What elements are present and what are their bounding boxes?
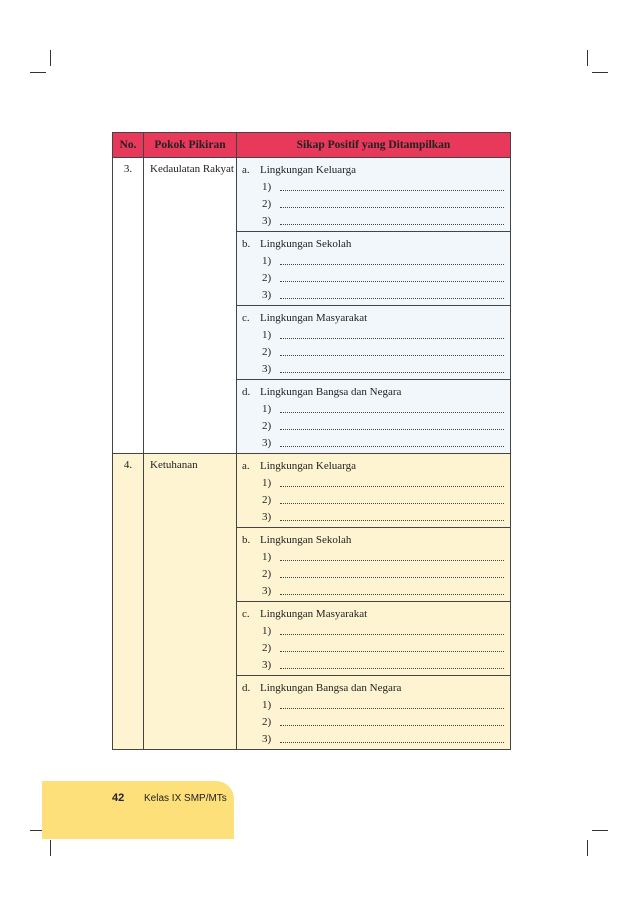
page-number: 42 (112, 792, 125, 804)
worksheet-table (112, 132, 511, 750)
answer-line[interactable] (242, 286, 504, 303)
dotted-answer-line[interactable] (280, 519, 504, 521)
dotted-answer-line[interactable] (280, 707, 504, 709)
answer-number: 2) (262, 567, 272, 580)
dotted-answer-line[interactable] (280, 559, 504, 561)
answer-number: 1) (262, 550, 272, 563)
crop-mark (592, 72, 608, 73)
crop-mark (50, 50, 51, 66)
section-title-text: Lingkungan Bangsa dan Negara (260, 682, 402, 694)
section-title-text: Lingkungan Sekolah (260, 238, 352, 250)
answer-number: 2) (262, 271, 272, 284)
dotted-answer-line[interactable] (280, 280, 504, 282)
answer-line[interactable] (242, 195, 504, 212)
answer-number: 1) (262, 180, 272, 193)
sikap-section-cell (237, 602, 511, 676)
crop-mark (50, 840, 51, 856)
section-title (242, 236, 504, 252)
section-title-text: Lingkungan Masyarakat (260, 608, 368, 620)
answer-line[interactable] (242, 269, 504, 286)
sikap-section-cell (237, 528, 511, 602)
sikap-section-cell (237, 306, 511, 380)
section-letter: b. (242, 534, 251, 546)
section-letter: d. (242, 682, 251, 694)
dotted-answer-line[interactable] (280, 189, 504, 191)
table-header-row (113, 133, 511, 158)
answer-number: 1) (262, 402, 272, 415)
header-no: No. (113, 133, 144, 158)
dotted-answer-line[interactable] (280, 337, 504, 339)
dotted-answer-line[interactable] (280, 650, 504, 652)
crop-mark (30, 72, 46, 73)
answer-number: 3) (262, 288, 272, 301)
dotted-answer-line[interactable] (280, 741, 504, 743)
answer-line[interactable] (242, 212, 504, 229)
answer-number: 1) (262, 254, 272, 267)
section-title-text: Lingkungan Sekolah (260, 534, 352, 546)
pokok-pikiran-cell: Ketuhanan (144, 454, 237, 750)
answer-number: 1) (262, 624, 272, 637)
crop-mark (592, 830, 608, 831)
pokok-pikiran-cell: Kedaulatan Rakyat (144, 158, 237, 454)
answer-number: 2) (262, 197, 272, 210)
section-title (242, 458, 504, 474)
answer-number: 2) (262, 419, 272, 432)
answer-line[interactable] (242, 252, 504, 269)
dotted-answer-line[interactable] (280, 445, 504, 447)
section-title-text: Lingkungan Keluarga (260, 164, 357, 176)
dotted-answer-line[interactable] (280, 428, 504, 430)
crop-mark (587, 50, 588, 66)
dotted-answer-line[interactable] (280, 576, 504, 578)
answer-number: 3) (262, 362, 272, 375)
answer-line[interactable] (242, 474, 504, 491)
section-title (242, 162, 504, 178)
dotted-answer-line[interactable] (280, 485, 504, 487)
dotted-answer-line[interactable] (280, 724, 504, 726)
section-letter: c. (242, 312, 250, 324)
book-title: Kelas IX SMP/MTs (144, 793, 227, 804)
answer-number: 2) (262, 715, 272, 728)
section-title-text: Lingkungan Bangsa dan Negara (260, 386, 402, 398)
answer-number: 2) (262, 641, 272, 654)
answer-line[interactable] (242, 417, 504, 434)
section-letter: b. (242, 238, 251, 250)
crop-mark (587, 840, 588, 856)
answer-line[interactable] (242, 178, 504, 195)
section-letter: a. (242, 460, 250, 472)
section-letter: d. (242, 386, 251, 398)
table-row (113, 454, 511, 528)
row-number: 4. (113, 454, 144, 750)
answer-line[interactable] (242, 639, 504, 656)
section-letter: c. (242, 608, 250, 620)
dotted-answer-line[interactable] (280, 502, 504, 504)
answer-line[interactable] (242, 491, 504, 508)
answer-line[interactable] (242, 656, 504, 673)
answer-line[interactable] (242, 565, 504, 582)
dotted-answer-line[interactable] (280, 593, 504, 595)
sikap-section-cell (237, 158, 511, 232)
answer-line[interactable] (242, 713, 504, 730)
answer-line[interactable] (242, 696, 504, 713)
answer-line[interactable] (242, 622, 504, 639)
answer-line[interactable] (242, 360, 504, 377)
answer-line[interactable] (242, 508, 504, 525)
section-title-text: Lingkungan Masyarakat (260, 312, 368, 324)
answer-number: 2) (262, 493, 272, 506)
dotted-answer-line[interactable] (280, 354, 504, 356)
header-pokok-pikiran: Pokok Pikiran (144, 133, 237, 158)
dotted-answer-line[interactable] (280, 633, 504, 635)
answer-line[interactable] (242, 326, 504, 343)
answer-number: 2) (262, 345, 272, 358)
answer-number: 3) (262, 732, 272, 745)
table-row (113, 158, 511, 232)
answer-number: 1) (262, 476, 272, 489)
section-title (242, 680, 504, 696)
section-letter: a. (242, 164, 250, 176)
sikap-section-cell (237, 676, 511, 750)
answer-line[interactable] (242, 343, 504, 360)
answer-number: 3) (262, 436, 272, 449)
answer-line[interactable] (242, 434, 504, 451)
answer-line[interactable] (242, 548, 504, 565)
sikap-section-cell (237, 232, 511, 306)
answer-number: 3) (262, 214, 272, 227)
answer-number: 3) (262, 584, 272, 597)
dotted-answer-line[interactable] (280, 263, 504, 265)
row-number: 3. (113, 158, 144, 454)
answer-number: 1) (262, 328, 272, 341)
section-title (242, 606, 504, 622)
dotted-answer-line[interactable] (280, 297, 504, 299)
page-footer (42, 781, 234, 839)
dotted-answer-line[interactable] (280, 223, 504, 225)
dotted-answer-line[interactable] (280, 411, 504, 413)
sikap-section-cell (237, 380, 511, 454)
answer-line[interactable] (242, 730, 504, 747)
section-title (242, 384, 504, 400)
dotted-answer-line[interactable] (280, 667, 504, 669)
answer-number: 3) (262, 510, 272, 523)
section-title (242, 310, 504, 326)
section-title (242, 532, 504, 548)
answer-line[interactable] (242, 582, 504, 599)
answer-line[interactable] (242, 400, 504, 417)
answer-number: 1) (262, 698, 272, 711)
sikap-section-cell (237, 454, 511, 528)
section-title-text: Lingkungan Keluarga (260, 460, 357, 472)
answer-number: 3) (262, 658, 272, 671)
dotted-answer-line[interactable] (280, 206, 504, 208)
header-sikap-positif: Sikap Positif yang Ditampilkan (237, 133, 511, 158)
dotted-answer-line[interactable] (280, 371, 504, 373)
